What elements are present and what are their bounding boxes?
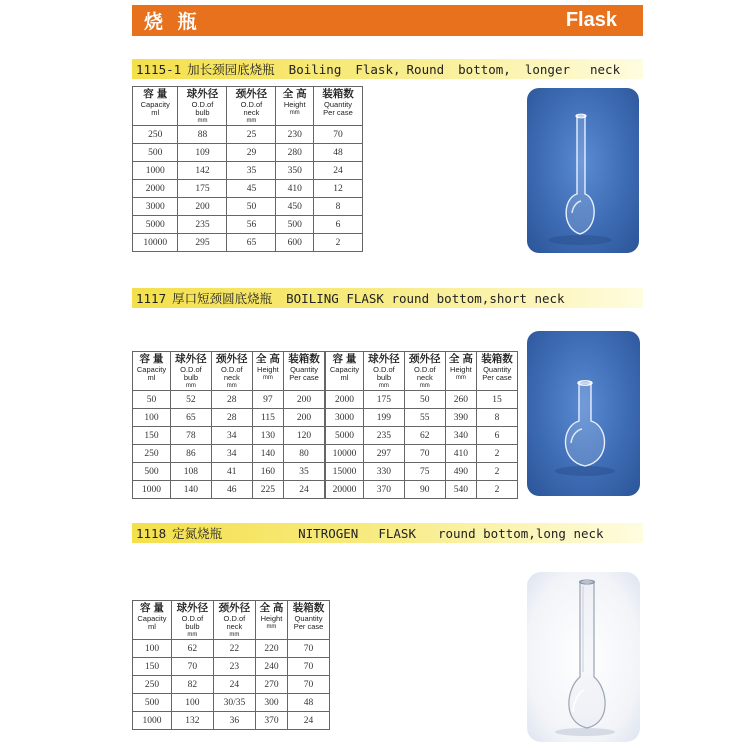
table-cell: 100 <box>133 640 172 658</box>
column-header-cn: 球外径 <box>186 88 219 100</box>
table-cell: 250 <box>133 126 178 144</box>
column-header-en2: ml <box>147 373 156 382</box>
table-cell: 70 <box>288 676 330 694</box>
column-header <box>211 352 252 391</box>
table-row <box>133 409 325 427</box>
table-cell: 65 <box>227 234 276 252</box>
table-cell: 100 <box>133 409 171 427</box>
column-header-cn: 颈外径 <box>409 353 441 365</box>
table-cell: 270 <box>255 676 287 694</box>
spec-table-1117-left <box>132 351 325 499</box>
table-cell: 350 <box>276 162 314 180</box>
column-header-en1: Quantity <box>290 365 318 374</box>
table-cell: 62 <box>171 640 213 658</box>
table-cell: 24 <box>213 676 255 694</box>
section-name-en-word: Flask, <box>355 61 401 77</box>
table-cell: 300 <box>255 694 287 712</box>
column-header-unit: mm <box>226 383 237 389</box>
column-header-cn: 容 量 <box>143 88 168 100</box>
table-cell: 370 <box>363 481 404 499</box>
column-header-en1: Height <box>450 365 472 374</box>
table-cell: 70 <box>313 126 362 144</box>
table-cell: 20000 <box>326 481 364 499</box>
table-row <box>133 180 363 198</box>
table-row <box>133 658 330 676</box>
column-header-en1: O.D.of <box>181 614 204 623</box>
spec-table-1117-right <box>325 351 518 499</box>
table-cell: 330 <box>363 463 404 481</box>
column-header <box>288 601 330 640</box>
table-cell: 220 <box>255 640 287 658</box>
column-header <box>313 87 362 126</box>
table-cell: 5000 <box>326 427 364 445</box>
table-cell: 24 <box>288 712 330 730</box>
table-cell: 1000 <box>133 481 171 499</box>
table-cell: 78 <box>170 427 211 445</box>
table-cell: 55 <box>404 409 445 427</box>
table-cell: 28 <box>211 409 252 427</box>
table-row <box>133 198 363 216</box>
column-header <box>252 352 283 391</box>
table-row <box>133 144 363 162</box>
table-cell: 70 <box>171 658 213 676</box>
table-cell: 24 <box>313 162 362 180</box>
column-header-en2: ml <box>148 622 156 631</box>
table-row <box>133 234 363 252</box>
column-header-en1: O.D.of <box>180 365 202 374</box>
table-cell: 34 <box>211 427 252 445</box>
table-cell: 50 <box>404 391 445 409</box>
table-cell: 28 <box>211 391 252 409</box>
column-header-en1: Quantity <box>294 614 323 623</box>
table-cell: 30/35 <box>213 694 255 712</box>
table-cell: 36 <box>213 712 255 730</box>
flask-photo-1118 <box>527 572 640 742</box>
table-cell: 29 <box>227 144 276 162</box>
table-cell: 3000 <box>133 198 178 216</box>
spec-table-1118 <box>132 600 330 730</box>
table-cell: 370 <box>255 712 287 730</box>
table-cell: 65 <box>170 409 211 427</box>
table-cell: 200 <box>284 391 325 409</box>
table-row <box>133 676 330 694</box>
table-cell: 86 <box>170 445 211 463</box>
table-cell: 540 <box>445 481 476 499</box>
table-cell: 100 <box>171 694 213 712</box>
table-cell: 500 <box>133 694 172 712</box>
column-header-unit: mm <box>229 632 240 638</box>
column-header-en2: neck <box>226 622 243 631</box>
column-header-unit: mm <box>262 375 273 381</box>
table-cell: 90 <box>404 481 445 499</box>
column-header-cn: 装箱数 <box>322 88 354 100</box>
table-row <box>133 427 325 445</box>
column-header-cn: 容 量 <box>332 353 357 365</box>
table-cell: 75 <box>404 463 445 481</box>
table-cell: 115 <box>252 409 283 427</box>
column-header-en2: bulb <box>195 108 210 117</box>
column-header <box>213 601 255 640</box>
column-header-en1: Capacity <box>329 365 360 374</box>
table-cell: 109 <box>178 144 227 162</box>
column-header-en1: O.D.of <box>413 365 436 374</box>
column-header-cn: 全 高 <box>448 353 473 365</box>
column-header <box>178 87 227 126</box>
column-header-cn: 球外径 <box>368 353 400 365</box>
column-header-cn: 装箱数 <box>481 353 513 365</box>
table-cell: 142 <box>178 162 227 180</box>
header-title-cn: 烧 瓶 <box>144 11 201 33</box>
column-header-en2: neck <box>223 373 240 382</box>
column-header-en2: bulb <box>183 373 198 382</box>
table-cell: 70 <box>288 658 330 676</box>
column-header-cn: 全 高 <box>255 353 280 365</box>
table-cell: 140 <box>252 445 283 463</box>
column-header-cn: 容 量 <box>140 602 164 614</box>
table-cell: 70 <box>288 640 330 658</box>
table-cell: 175 <box>363 391 404 409</box>
column-header <box>404 352 445 391</box>
table-cell: 250 <box>133 676 172 694</box>
table-cell: 500 <box>133 144 178 162</box>
column-header-en2: ml <box>151 108 160 117</box>
column-header-unit: mm <box>419 383 430 389</box>
table-cell: 70 <box>404 445 445 463</box>
table-cell: 132 <box>171 712 213 730</box>
column-header-en1: Capacity <box>140 100 170 109</box>
table-cell: 600 <box>276 234 314 252</box>
table-row <box>133 216 363 234</box>
table-cell: 250 <box>133 445 171 463</box>
table-cell: 200 <box>284 409 325 427</box>
column-header-en2: Per case <box>293 622 324 631</box>
column-header <box>133 352 171 391</box>
section-title-1115-1 <box>132 59 643 79</box>
column-header-cn: 全 高 <box>282 88 307 100</box>
column-header-en2: Per case <box>289 373 319 382</box>
kjeldahl-flask-icon <box>527 572 640 742</box>
table-cell: 500 <box>276 216 314 234</box>
table-cell: 295 <box>178 234 227 252</box>
column-header <box>133 87 178 126</box>
table-cell: 2 <box>477 481 518 499</box>
column-header <box>255 601 287 640</box>
section-name-en-word: Round <box>406 61 445 77</box>
column-header-en2: ml <box>340 373 349 382</box>
column-header <box>171 601 213 640</box>
column-header-en2: Per case <box>323 108 353 117</box>
table-cell: 199 <box>363 409 404 427</box>
table-cell: 6 <box>477 427 518 445</box>
column-header-cn: 球外径 <box>175 353 207 365</box>
column-header-cn: 容 量 <box>139 353 164 365</box>
flask-photo-1115-1 <box>527 88 639 253</box>
column-header-en1: Quantity <box>483 365 511 374</box>
table-cell: 88 <box>178 126 227 144</box>
table-row <box>326 391 518 409</box>
table-row <box>326 427 518 445</box>
table-cell: 500 <box>133 463 171 481</box>
table-cell: 50 <box>133 391 171 409</box>
table-cell: 108 <box>170 463 211 481</box>
column-header <box>363 352 404 391</box>
column-header-en1: Quantity <box>324 100 352 109</box>
table-header-row <box>326 352 518 391</box>
column-header-en1: O.D.of <box>191 100 214 109</box>
table-cell: 235 <box>178 216 227 234</box>
table-cell: 12 <box>313 180 362 198</box>
section-code: 1118 <box>136 525 167 541</box>
section-name-cn: 厚口短颈圆底烧瓶 <box>172 291 273 306</box>
table-row <box>326 409 518 427</box>
table-cell: 45 <box>227 180 276 198</box>
section-name-cn: 定氮烧瓶 <box>172 526 223 541</box>
column-header-unit: mm <box>378 383 389 389</box>
table-row <box>133 481 325 499</box>
table-cell: 260 <box>445 391 476 409</box>
column-header <box>326 352 364 391</box>
column-header-en2: bulb <box>185 622 200 631</box>
table-cell: 2000 <box>326 391 364 409</box>
table-cell: 97 <box>252 391 283 409</box>
section-name-en-word: FLASK <box>378 525 416 541</box>
table-cell: 130 <box>252 427 283 445</box>
short-neck-round-flask-icon <box>527 331 640 496</box>
table-row <box>326 445 518 463</box>
column-header-unit: mm <box>246 118 257 124</box>
table-cell: 1000 <box>133 162 178 180</box>
table-cell: 410 <box>276 180 314 198</box>
table-cell: 297 <box>363 445 404 463</box>
table-cell: 15000 <box>326 463 364 481</box>
table-cell: 25 <box>227 126 276 144</box>
header-title-en: Flask <box>565 9 617 31</box>
section-code: 1115-1 <box>136 61 182 77</box>
column-header-unit: mm <box>197 118 208 124</box>
column-header-cn: 全 高 <box>259 602 284 614</box>
table-cell: 2 <box>313 234 362 252</box>
table-cell: 6 <box>313 216 362 234</box>
table-cell: 225 <box>252 481 283 499</box>
column-header-en2: bulb <box>376 373 391 382</box>
column-header-en1: Height <box>257 365 279 374</box>
flask-photo-1117 <box>527 331 640 496</box>
column-header-cn: 颈外径 <box>218 602 251 614</box>
column-header <box>227 87 276 126</box>
table-cell: 34 <box>211 445 252 463</box>
section-name-en-word: NITROGEN <box>298 525 359 541</box>
table-cell: 46 <box>211 481 252 499</box>
section-name-en-word: longer <box>524 61 570 77</box>
table-row <box>326 463 518 481</box>
table-row <box>133 640 330 658</box>
spec-table-1115-1 <box>132 86 363 252</box>
page-header-banner <box>132 5 643 36</box>
table-cell: 280 <box>276 144 314 162</box>
column-header <box>477 352 518 391</box>
table-cell: 8 <box>477 409 518 427</box>
table-cell: 390 <box>445 409 476 427</box>
column-header <box>276 87 314 126</box>
table-header-row <box>133 87 363 126</box>
table-header-row <box>133 601 330 640</box>
column-header <box>284 352 325 391</box>
column-header-en1: Height <box>260 614 283 623</box>
table-cell: 140 <box>170 481 211 499</box>
table-cell: 82 <box>171 676 213 694</box>
table-cell: 35 <box>227 162 276 180</box>
table-cell: 150 <box>133 427 171 445</box>
table-cell: 48 <box>313 144 362 162</box>
section-title-1118 <box>132 523 643 543</box>
column-header-en1: O.D.of <box>223 614 246 623</box>
table-cell: 41 <box>211 463 252 481</box>
column-header-en2: neck <box>243 108 260 117</box>
table-cell: 2000 <box>133 180 178 198</box>
table-cell: 450 <box>276 198 314 216</box>
table-cell: 62 <box>404 427 445 445</box>
table-cell: 2 <box>477 463 518 481</box>
table-row <box>133 391 325 409</box>
section-name-en: BOILING FLASK round bottom,short neck <box>286 290 565 306</box>
table-cell: 490 <box>445 463 476 481</box>
long-neck-round-flask-icon <box>527 88 639 253</box>
column-header-en1: Height <box>283 100 306 109</box>
table-cell: 10000 <box>133 234 178 252</box>
table-row <box>133 162 363 180</box>
section-name-en-word: neck <box>590 61 621 77</box>
column-header-cn: 装箱数 <box>288 353 320 365</box>
column-header-unit: mm <box>266 624 277 630</box>
table-cell: 80 <box>284 445 325 463</box>
table-row <box>326 481 518 499</box>
column-header <box>170 352 211 391</box>
table-cell: 410 <box>445 445 476 463</box>
table-cell: 150 <box>133 658 172 676</box>
table-cell: 22 <box>213 640 255 658</box>
section-code: 1117 <box>136 290 167 306</box>
table-cell: 240 <box>255 658 287 676</box>
column-header-en1: Capacity <box>137 614 167 623</box>
section-title-1117 <box>132 288 643 308</box>
table-cell: 52 <box>170 391 211 409</box>
table-row <box>133 694 330 712</box>
column-header <box>133 601 172 640</box>
section-name-en-word: Boiling <box>288 61 342 77</box>
table-cell: 200 <box>178 198 227 216</box>
table-cell: 1000 <box>133 712 172 730</box>
column-header-en1: O.D.of <box>373 365 395 374</box>
table-row <box>133 712 330 730</box>
column-header-cn: 颈外径 <box>216 353 248 365</box>
table-cell: 24 <box>284 481 325 499</box>
table-cell: 10000 <box>326 445 364 463</box>
section-name-en-word: bottom, <box>458 61 511 77</box>
column-header-en2: neck <box>416 373 433 382</box>
column-header-en1: Capacity <box>136 365 167 374</box>
column-header-en2: Per case <box>482 373 512 382</box>
table-row <box>133 126 363 144</box>
table-row <box>133 463 325 481</box>
table-cell: 35 <box>284 463 325 481</box>
column-header-en1: O.D.of <box>220 365 243 374</box>
table-cell: 160 <box>252 463 283 481</box>
table-cell: 50 <box>227 198 276 216</box>
column-header-cn: 颈外径 <box>235 88 268 100</box>
table-cell: 235 <box>363 427 404 445</box>
column-header-cn: 球外径 <box>176 602 209 614</box>
column-header-unit: mm <box>187 632 198 638</box>
table-cell: 15 <box>477 391 518 409</box>
table-cell: 175 <box>178 180 227 198</box>
table-cell: 23 <box>213 658 255 676</box>
table-header-row <box>133 352 325 391</box>
table-cell: 5000 <box>133 216 178 234</box>
table-cell: 48 <box>288 694 330 712</box>
section-name-en-word: round bottom,long neck <box>437 525 604 541</box>
column-header-cn: 装箱数 <box>292 602 325 614</box>
table-cell: 56 <box>227 216 276 234</box>
table-cell: 230 <box>276 126 314 144</box>
section-name-cn: 加长颈园底烧瓶 <box>187 62 275 77</box>
table-row <box>133 445 325 463</box>
table-cell: 8 <box>313 198 362 216</box>
column-header-en1: O.D.of <box>240 100 263 109</box>
table-cell: 120 <box>284 427 325 445</box>
column-header-unit: mm <box>455 375 466 381</box>
table-cell: 3000 <box>326 409 364 427</box>
table-cell: 2 <box>477 445 518 463</box>
column-header-unit: mm <box>289 110 300 116</box>
column-header <box>445 352 476 391</box>
table-cell: 340 <box>445 427 476 445</box>
column-header-unit: mm <box>185 383 196 389</box>
